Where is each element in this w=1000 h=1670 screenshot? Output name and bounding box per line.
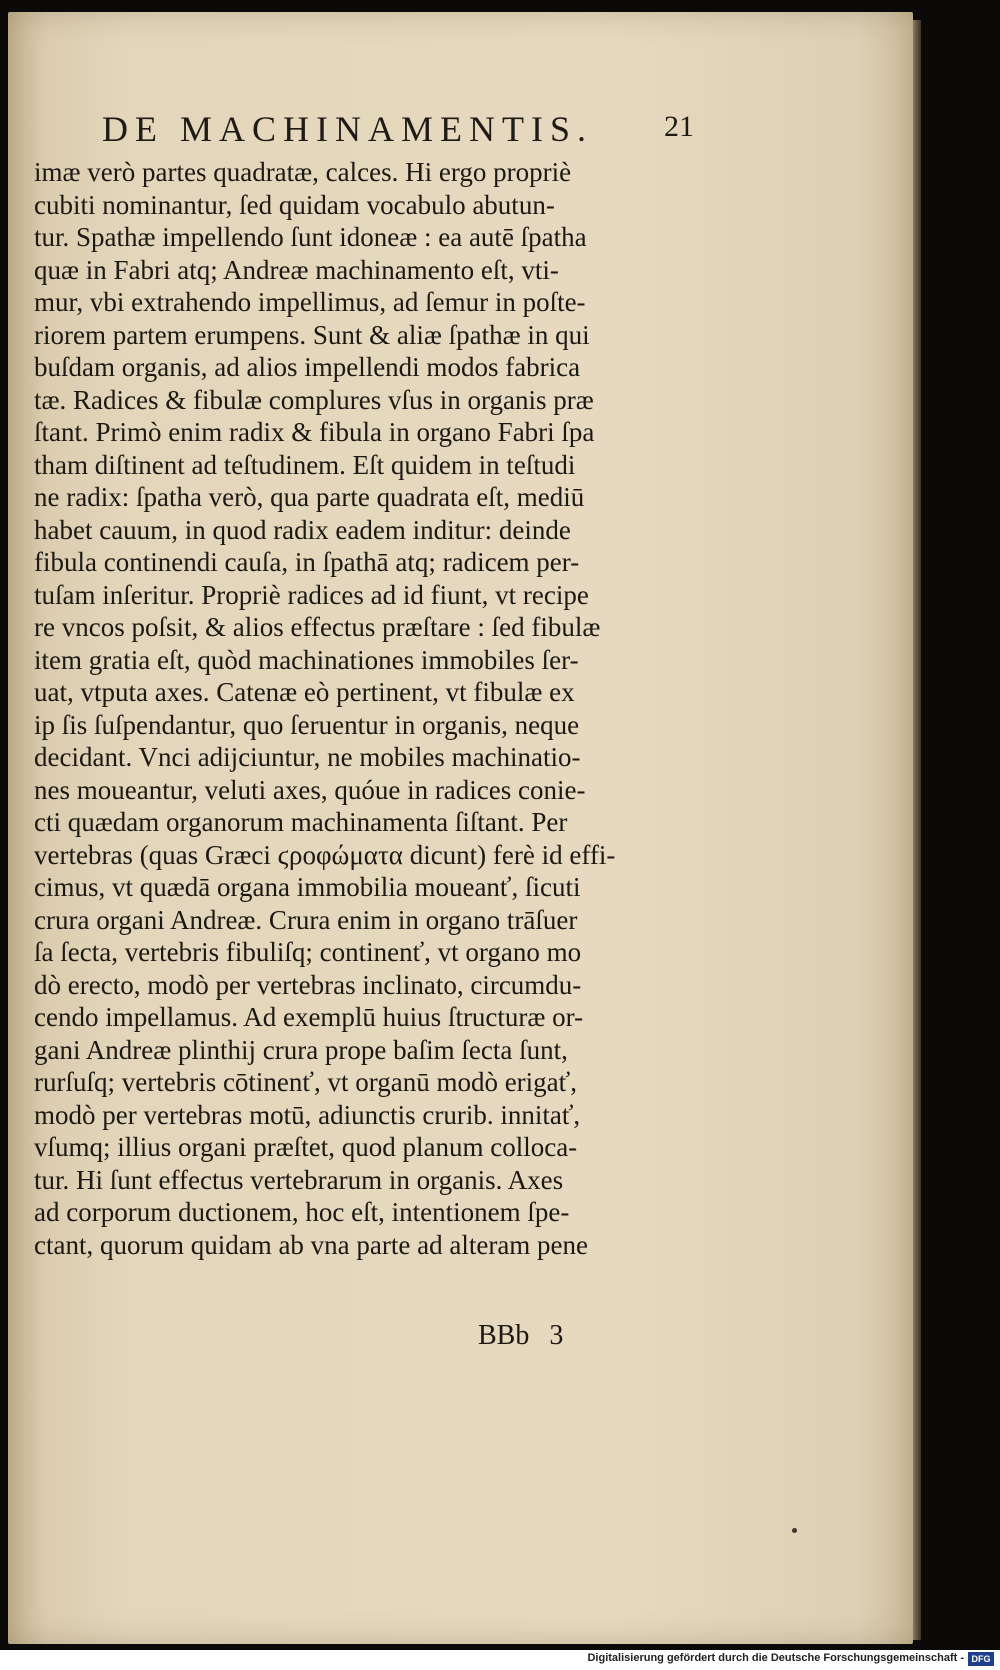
page-speck: [792, 1528, 797, 1533]
text-line: fibula continendi cauſa, in ſpathā atq; radicem per-: [34, 547, 580, 577]
body-text: [34, 156, 694, 1261]
text-line: tham diſtinent ad teſtudinem. Eſt quidem in teſtudi: [34, 449, 576, 480]
text-line: ctant, quorum quidam ab vna parte ad alteram pene: [34, 1229, 589, 1260]
text-line: habet cauum, in quod radix eadem inditur: deinde: [34, 514, 571, 545]
text-line: cubiti nominantur, ſed quidam vocabulo abutun-: [34, 189, 555, 220]
signature-letters: BBb: [478, 1320, 530, 1351]
text-line: vertebras (quas Græci ϛροφώματα dicunt) ferè id effi-: [34, 839, 616, 870]
text-line: vſumq; illius organi præſtet, quod planum colloca-: [34, 1132, 578, 1162]
text-line: ip ſis ſuſpendantur, quo ſeruentur in organis, neque: [34, 709, 580, 740]
text-line: decidant. Vnci adijciuntur, ne mobiles machinatio-: [34, 742, 581, 772]
text-line: gani Andreæ plinthij crura prope baſim ſecta ſunt,: [34, 1034, 568, 1065]
text-line: dò erecto, modò per vertebras inclinato, circumdu-: [34, 969, 582, 1000]
text-line: nes moueantur, veluti axes, quóue in radices conie-: [34, 774, 586, 805]
page-edge: [913, 20, 921, 1640]
page-number: 21: [664, 110, 694, 143]
dfg-logo-icon: DFG: [968, 1652, 994, 1666]
text-line: rurſuſq; vertebris cōtinenť, vt organū modò erigať,: [34, 1067, 577, 1097]
text-line: buſdam organis, ad alios impellendi modos fabrica: [34, 352, 581, 382]
text-line: crura organi Andreæ. Crura enim in organo trāſuer: [34, 904, 578, 935]
text-line: ſtant. Primò enim radix & fibula in organo Fabri ſpa: [34, 417, 595, 447]
text-line: ne radix: ſpatha verò, qua parte quadrata eſt, mediū: [34, 482, 585, 512]
text-line: tur. Hi ſunt effectus vertebrarum in organis. Axes: [34, 1164, 564, 1195]
text-line: cti quædam organorum machinamenta ſiſtant. Per: [34, 807, 568, 837]
text-line: quæ in Fabri atq; Andreæ machinamento eſt, vti-: [34, 254, 559, 285]
text-line: uat, vtputa axes. Catenæ eò pertinent, vt fibulæ ex: [34, 677, 575, 707]
text-line: imæ verò partes quadratæ, calces. Hi ergo propriè: [34, 157, 572, 187]
text-line: item gratia eſt, quòd machinationes immobiles ſer-: [34, 644, 579, 675]
digitization-credit: Digitalisierung gefördert durch die Deutsche Forschungsgemeinschaft -: [587, 1652, 964, 1664]
running-head-title: DE MACHINAMENTIS.: [102, 109, 593, 149]
signature-number: 3: [549, 1320, 564, 1351]
text-line: mur, vbi extrahendo impellimus, ad ſemur in poſte-: [34, 287, 586, 317]
text-line: re vncos poſsit, & alios effectus præſtare : ſed fibulæ: [34, 612, 601, 642]
text-line: cimus, vt quædā organa immobilia moueanť, ſicuti: [34, 872, 581, 902]
text-line: riorem partem erumpens. Sunt & aliæ ſpathæ in qui: [34, 319, 590, 350]
text-line: tur. Spathæ impellendo ſunt idoneæ : ea autē ſpatha: [34, 222, 587, 252]
text-line: ad corporum ductionem, hoc eſt, intentionem ſpe-: [34, 1197, 570, 1227]
text-line: tuſam inſeritur. Propriè radices ad id fiunt, vt recipe: [34, 579, 589, 610]
text-line: cendo impellamus. Ad exemplū huius ſtructuræ or-: [34, 1002, 584, 1032]
text-line: modò per vertebras motū, adiunctis crurib. innitať,: [34, 1099, 581, 1130]
signature-mark: [478, 1320, 563, 1352]
text-line: ſa ſecta, vertebris fibuliſq; continenť, vt organo mo: [34, 937, 582, 967]
text-line: tæ. Radices & fibulæ complures vſus in organis præ: [34, 384, 594, 415]
